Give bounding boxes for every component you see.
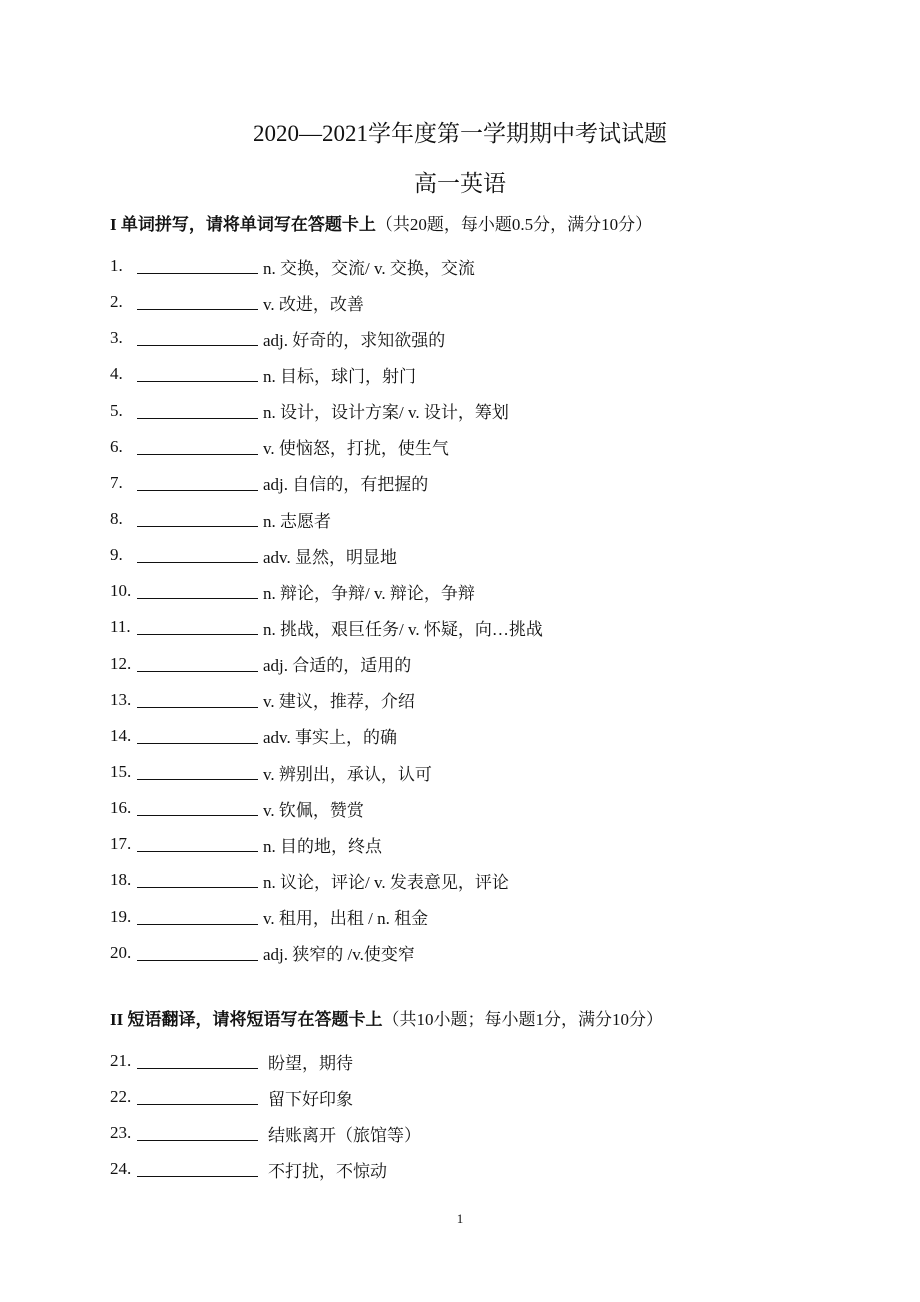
question-number: 16.: [110, 798, 132, 818]
answer-blank[interactable]: [137, 1161, 258, 1177]
question-row: [110, 826, 543, 862]
page-title: 2020—2021学年度第一学期期中考试试题: [253, 121, 667, 146]
question-definition: v. 改进，改善: [263, 294, 364, 314]
question-definition: n. 目的地，终点: [263, 836, 382, 856]
question-row: [110, 682, 543, 718]
question-number: 13.: [110, 689, 132, 709]
question-row: [110, 393, 543, 429]
answer-blank[interactable]: [137, 511, 258, 527]
section-2-note: （共10小题；每小题1分，满分10分）: [382, 1010, 663, 1029]
question-row: [110, 537, 543, 573]
question-number: 24.: [110, 1159, 132, 1179]
question-number: 3.: [110, 328, 123, 348]
question-definition: adv. 事实上，的确: [263, 728, 397, 748]
question-row: [110, 501, 543, 537]
question-row: [110, 754, 543, 790]
question-row: [110, 1151, 421, 1187]
answer-blank[interactable]: [137, 945, 258, 961]
section-2-heading: [110, 1008, 663, 1032]
section-1-heading: [110, 213, 652, 237]
question-row: [110, 609, 543, 645]
question-number: 14.: [110, 725, 132, 745]
question-number: 8.: [110, 509, 123, 529]
question-row: [110, 284, 543, 320]
phrase-translation-list: [110, 1043, 421, 1188]
question-row: [110, 862, 543, 898]
answer-blank[interactable]: [137, 656, 258, 672]
question-definition: adj. 好奇的，求知欲强的: [263, 330, 446, 350]
question-definition: 结账离开（旅馆等）: [268, 1125, 421, 1145]
answer-blank[interactable]: [137, 403, 258, 419]
question-number: 17.: [110, 834, 132, 854]
answer-blank[interactable]: [137, 909, 258, 925]
question-row: [110, 1115, 421, 1151]
question-number: 10.: [110, 581, 132, 601]
answer-blank[interactable]: [137, 475, 258, 491]
question-definition: 留下好印象: [268, 1089, 353, 1109]
question-definition: v. 钦佩，赞赏: [263, 800, 364, 820]
question-definition: n. 目标，球门，射门: [263, 366, 416, 386]
section-2-label: II 短语翻译，请将短语写在答题卡上: [110, 1010, 383, 1029]
question-definition: v. 使恼怒，打扰，使生气: [263, 439, 449, 459]
answer-blank[interactable]: [137, 764, 258, 780]
answer-blank[interactable]: [137, 836, 258, 852]
question-number: 20.: [110, 942, 132, 962]
question-row: [110, 790, 543, 826]
question-row: [110, 248, 543, 284]
page-number: 1: [456, 1211, 464, 1226]
question-row: [110, 573, 543, 609]
question-row: [110, 718, 543, 754]
answer-blank[interactable]: [137, 294, 258, 310]
question-definition: v. 租用，出租 / n. 租金: [263, 909, 429, 929]
section-1-note: （共20题，每小题0.5分，满分10分）: [375, 215, 653, 234]
question-row: [110, 899, 543, 935]
question-definition: adv. 显然，明显地: [263, 547, 397, 567]
question-row: [110, 1079, 421, 1115]
answer-blank[interactable]: [137, 692, 258, 708]
page-subtitle: 高一英语: [414, 171, 506, 196]
question-definition: v. 建议，推荐，介绍: [263, 692, 415, 712]
question-definition: n. 议论，评论/ v. 发表意见，评论: [263, 872, 509, 892]
question-definition: n. 辩论，争辩/ v. 辩论，争辩: [263, 583, 475, 603]
answer-blank[interactable]: [137, 547, 258, 563]
answer-blank[interactable]: [137, 1125, 258, 1141]
section-1-label: I 单词拼写，请将单词写在答题卡上: [110, 215, 376, 234]
answer-blank[interactable]: [137, 619, 258, 635]
question-definition: n. 志愿者: [263, 511, 331, 531]
word-spelling-list: [110, 248, 543, 971]
question-number: 21.: [110, 1051, 132, 1071]
question-definition: adj. 自信的，有把握的: [263, 475, 429, 495]
question-definition: 盼望，期待: [268, 1053, 353, 1073]
question-definition: n. 挑战，艰巨任务/ v. 怀疑，向…挑战: [263, 619, 543, 639]
question-number: 22.: [110, 1087, 132, 1107]
question-number: 12.: [110, 653, 132, 673]
question-definition: adj. 狭窄的 /v.使变窄: [263, 945, 415, 965]
answer-blank[interactable]: [137, 258, 258, 274]
question-definition: adj. 合适的，适用的: [263, 656, 412, 676]
question-number: 18.: [110, 870, 132, 890]
answer-blank[interactable]: [137, 728, 258, 744]
question-definition: v. 辨别出，承认，认可: [263, 764, 432, 784]
question-number: 23.: [110, 1123, 132, 1143]
answer-blank[interactable]: [137, 1053, 258, 1069]
question-number: 6.: [110, 436, 123, 456]
question-definition: n. 设计，设计方案/ v. 设计，筹划: [263, 403, 509, 423]
question-number: 19.: [110, 906, 132, 926]
question-number: 5.: [110, 400, 123, 420]
answer-blank[interactable]: [137, 330, 258, 346]
question-number: 4.: [110, 364, 123, 384]
question-row: [110, 935, 543, 971]
answer-blank[interactable]: [137, 1089, 258, 1105]
question-row: [110, 356, 543, 392]
question-number: 2.: [110, 292, 123, 312]
answer-blank[interactable]: [137, 366, 258, 382]
question-number: 11.: [110, 617, 131, 637]
question-definition: n. 交换，交流/ v. 交换，交流: [263, 258, 475, 278]
question-number: 7.: [110, 472, 123, 492]
question-definition: 不打扰，不惊动: [268, 1161, 387, 1181]
question-row: [110, 465, 543, 501]
question-row: [110, 1043, 421, 1079]
question-number: 9.: [110, 545, 123, 565]
answer-blank[interactable]: [137, 800, 258, 816]
answer-blank[interactable]: [137, 439, 258, 455]
question-row: [110, 429, 543, 465]
question-number: 15.: [110, 762, 132, 782]
answer-blank[interactable]: [137, 872, 258, 888]
question-row: [110, 320, 543, 356]
answer-blank[interactable]: [137, 583, 258, 599]
question-number: 1.: [110, 256, 123, 276]
question-row: [110, 646, 543, 682]
